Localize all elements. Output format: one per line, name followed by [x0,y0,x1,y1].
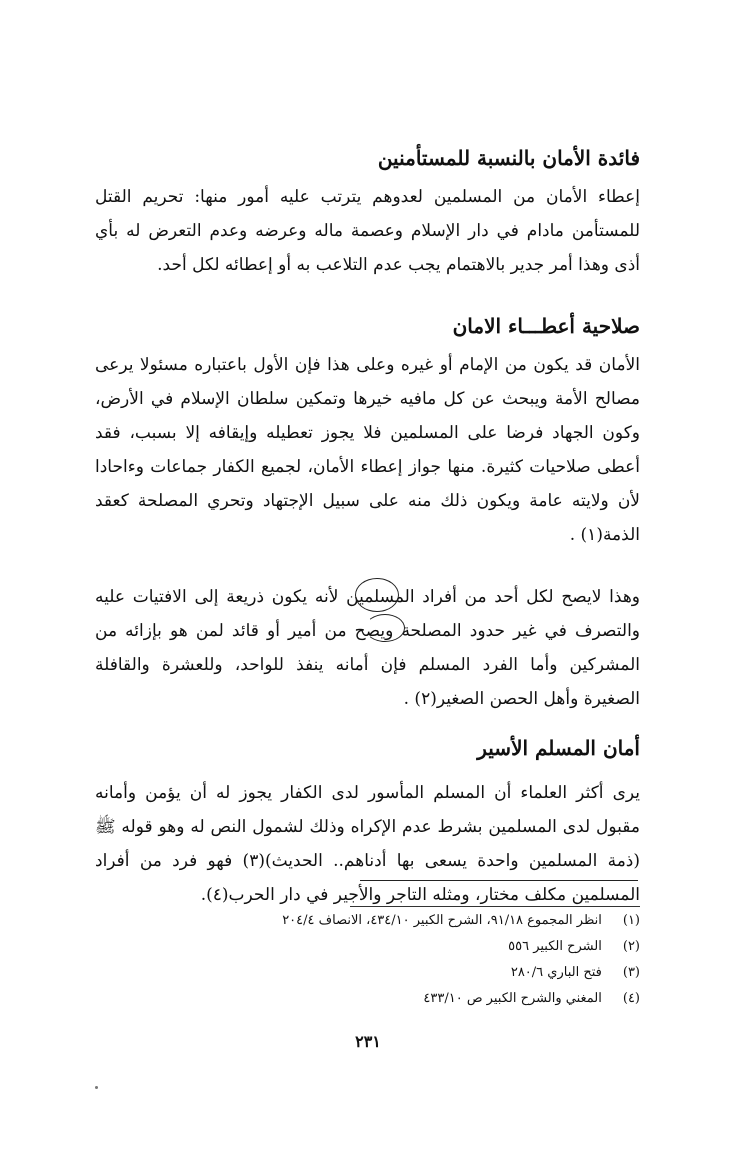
paragraph-captive-muslim-aman [95,776,640,912]
page-number: ٢٣١ [355,1032,381,1051]
footnote-number: (٢) [622,939,640,954]
footnote-text: المغني والشرح الكبير ص ٤٣٣/١٠ [423,991,602,1006]
footnote-separator [350,906,640,907]
paragraph-benefit-of-aman [95,180,640,282]
scan-speck [95,1086,98,1089]
footnote-item [95,908,640,934]
footnote-item [95,986,640,1012]
footnote-text: انظر المجموع ٩١/١٨، الشرح الكبير ٤٣٤/١٠، الانصاف ٢٠٤/٤ [282,913,602,928]
section-heading-captive-muslim-aman: أمان المسلم الأسير [477,736,640,760]
footnote-number: (٣) [622,965,640,980]
paragraph-text: وهذا لايصح لكل أحد من أفراد المسلمين لأنه يكون ذريعة إلى الافتيات عليه والتصرف في غير حدود المصلحة ويصح من أمير أو قائد لمن هو بإزائه من المشركين وأما الفرد المسلم فإن أمانه ينفذ للواحد، وللعشرة والقافلة الصغيرة وأهل الحصن الصغير(٢) . [95,587,640,709]
footnote-number: (١) [622,913,640,928]
section-heading-authority-to-grant-aman: صلاحية أعطـــاء الامان [452,314,640,338]
footnote-item [95,960,640,986]
footnote-text: فتح الباري ٢٨٠/٦ [510,965,602,980]
footnote-item [95,934,640,960]
footnote-number: (٤) [622,991,640,1006]
section-heading-benefit-of-aman: فائدة الأمان بالنسبة للمستأمنين [377,146,640,170]
paragraph-text: الأمان قد يكون من الإمام أو غيره وعلى هذا فإن الأول باعتباره مسئولا يرعى مصالح الأمة ويبحث عن كل مافيه خيرها وتمكين سلطان الإسلام في الأرض، وكون الجهاد فرضا على المسلمين فلا يجوز تعطيله وإيقافه إلا بسبب، فقد أعطى صلاحيات كثيرة. منها جواز إعطاء الأمان، لجميع الكفار جماعات وءاحادا لأن ولايته عامة ويكون ذلك منه على سبيل الإجتهاد وتحري المصلحة كعقد الذمة(١) . [95,355,640,545]
paragraph-text: إعطاء الأمان من المسلمين لعدوهم يترتب عليه أمور منها: تحريم القتل للمستأمن مادام في دار الإسلام وعصمة ماله وعرضه وعدم التعرض له بأي أذى وهذا أمر جدير بالاهتمام يجب عدم التلاعب به أو إعطائه لكل أحد. [95,187,640,275]
footnotes [95,908,640,1012]
paragraph-authority-to-grant-aman [95,348,640,552]
footnote-text: الشرح الكبير ٥٥٦ [508,939,602,954]
paragraph-text: يرى أكثر العلماء أن المسلم المأسور لدى الكفار يجوز له أن يؤمن وأمانه مقبول لدى المسلمين بشرط عدم الإكراه وذلك لشمول النص له وهو قوله ﷺ (ذمة المسلمين واحدة يسعى بها أدناهم.. الحديث)(٣) فهو فرد من أفراد المسلمين مكلف مختار، ومثله التاجر والأجير في دار الحرب(٤). [95,783,641,905]
paragraph-individual-aman [95,580,640,716]
